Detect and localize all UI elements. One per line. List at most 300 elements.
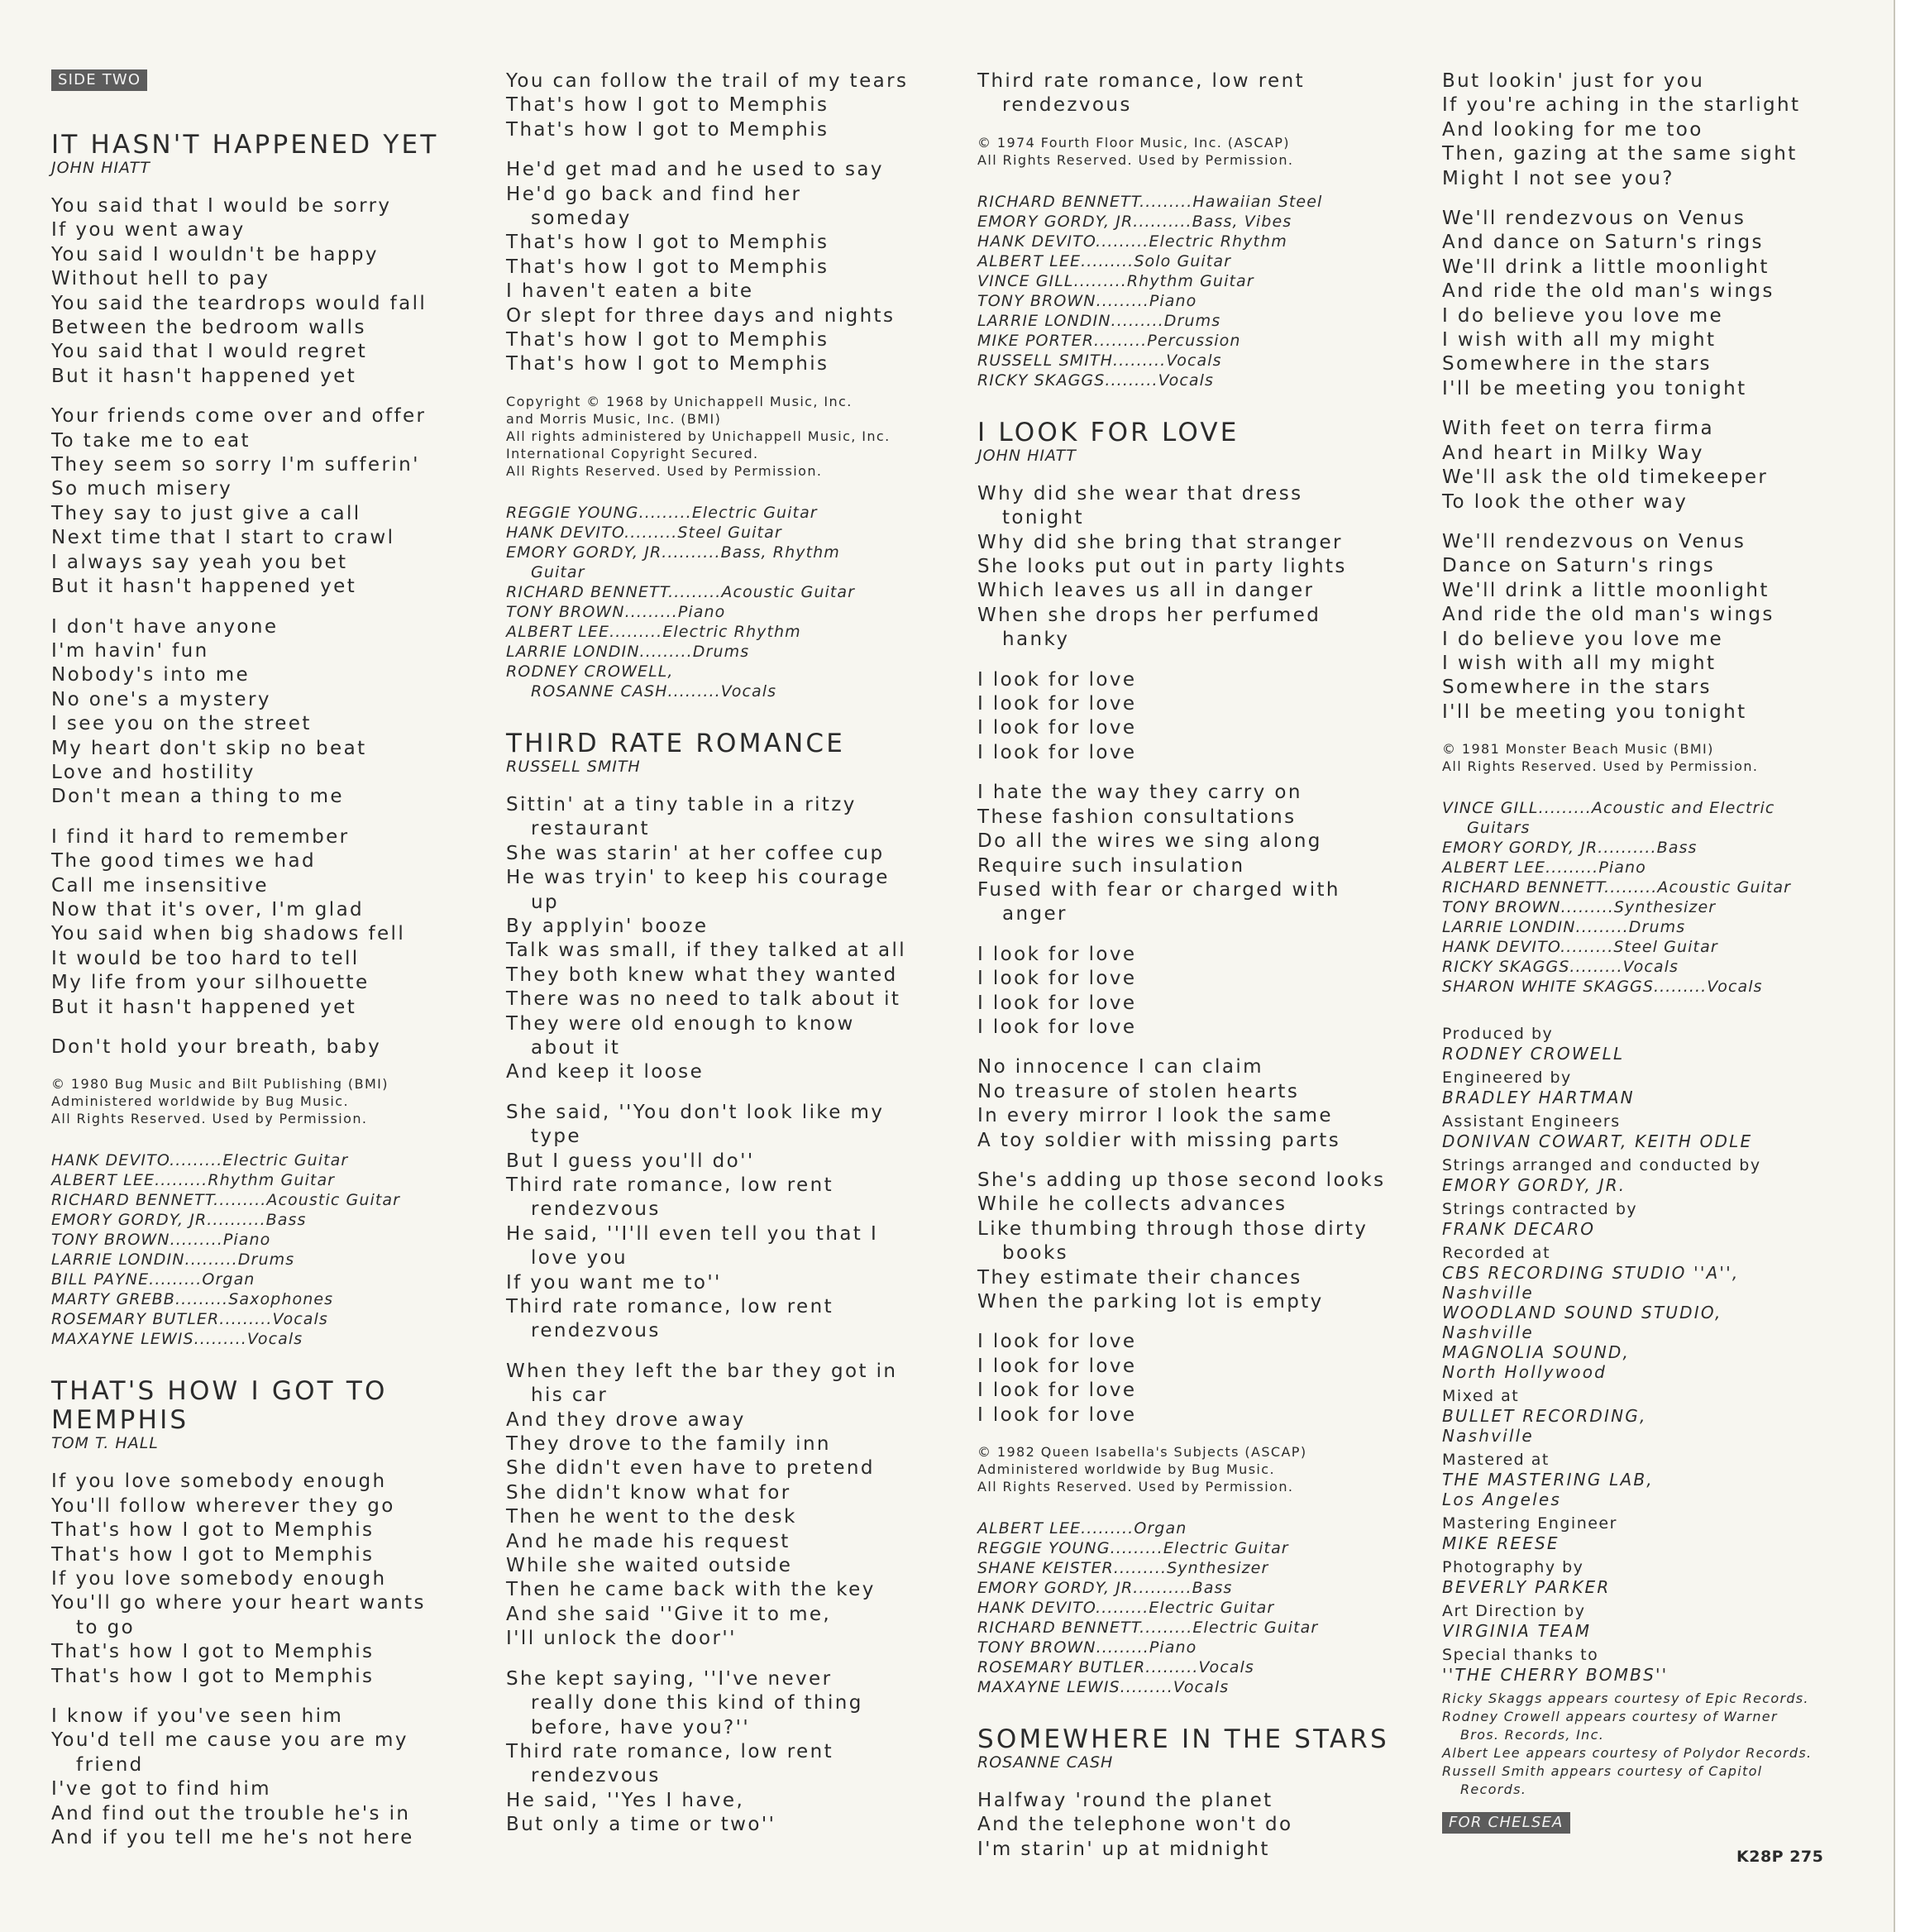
lyric-line: I look for love: [977, 1404, 1137, 1426]
lyric-line: Third rate romance, low rent: [506, 1174, 834, 1196]
side-label: SIDE TWO: [51, 69, 147, 91]
lyric-line: restaurant: [531, 818, 650, 840]
lyric-line: I look for love: [977, 693, 1137, 715]
lyric-line: She didn't know what for: [506, 1481, 791, 1504]
musician-credits: [506, 503, 953, 701]
credit-line: TONY BROWN.........Synthesizer: [1442, 898, 1717, 917]
lyric-line: And the telephone won't do: [977, 1814, 1293, 1836]
lyric-line: They both knew what they wanted: [506, 964, 898, 986]
lyric-line: When she drops her perfumed: [977, 604, 1321, 626]
lyrics-continued: [506, 69, 953, 377]
lyric-line: I do believe you love me: [1442, 304, 1724, 327]
lyric-line: He said, ''Yes I have,: [506, 1789, 745, 1811]
credit-line: ROSANNE CASH.........Vocals: [531, 681, 777, 701]
lyric-line: I'm starin' up at midnight: [977, 1838, 1270, 1860]
lyric-line: anger: [1002, 903, 1068, 925]
lyric-line: My life from your silhouette: [51, 972, 370, 994]
lyric-line: I look for love: [977, 1016, 1137, 1038]
strings-contractor: FRANK DECARO: [1442, 1219, 1596, 1240]
recording-studio: MAGNOLIA SOUND,: [1442, 1342, 1631, 1363]
lyric-line: I look for love: [977, 717, 1137, 739]
copyright-notice: [51, 1075, 481, 1127]
lyric-line: I haven't eaten a bite: [506, 280, 754, 303]
stanza: [977, 1169, 1424, 1314]
lyric-line: In every mirror I look the same: [977, 1105, 1333, 1127]
credit-line: ROSEMARY BUTLER.........Vocals: [977, 1658, 1254, 1677]
song-title: SOMEWHERE IN THE STARS: [977, 1724, 1389, 1755]
lyric-line: I see you on the street: [51, 713, 312, 735]
lyric-line: Love and hostility: [51, 761, 256, 783]
column-4: [1442, 69, 1872, 1834]
stanza: [977, 69, 1424, 118]
mastering-studio: THE MASTERING LAB,: [1442, 1470, 1654, 1490]
lyric-line: You said that I would regret: [51, 341, 368, 363]
credit-line: MAXAYNE LEWIS.........Vocals: [51, 1330, 303, 1349]
dedication: FOR CHELSEA: [1442, 1812, 1570, 1834]
lyric-line: And keep it loose: [506, 1061, 705, 1083]
lyric-line: She's adding up those second looks: [977, 1169, 1386, 1191]
lyric-line: That's how I got to Memphis: [506, 232, 829, 254]
credit-line: EMORY GORDY, JR..........Bass: [51, 1211, 307, 1230]
credit-line: REGGIE YOUNG.........Electric Guitar: [977, 1539, 1289, 1558]
credit-line: EMORY GORDY, JR..........Bass, Vibes: [977, 212, 1292, 231]
credit-line: LARRIE LONDIN.........Drums: [506, 642, 750, 661]
credit-line: TONY BROWN.........Piano: [506, 602, 726, 621]
art-direction-label: Art Direction by: [1442, 1602, 1586, 1621]
credit-line: MAXAYNE LEWIS.........Vocals: [977, 1678, 1230, 1697]
lyric-line: The good times we had: [51, 850, 316, 873]
photography-label: Photography by: [1442, 1558, 1584, 1577]
lyric-line: That's how I got to Memphis: [51, 1519, 375, 1542]
mixed-label: Mixed at: [1442, 1387, 1520, 1406]
lyric-line: That's how I got to Memphis: [506, 118, 829, 141]
photographer: BEVERLY PARKER: [1442, 1577, 1611, 1598]
lyric-line: I look for love: [977, 968, 1137, 990]
credit-line: Guitars: [1467, 819, 1531, 838]
credit-line: SHARON WHITE SKAGGS.........Vocals: [1442, 978, 1763, 997]
lyric-line: Sittin' at a tiny table in a ritzy: [506, 793, 857, 815]
lyric-line: But it hasn't happened yet: [51, 996, 357, 1018]
courtesy-note: Ricky Skaggs appears courtesy of Epic Records.: [1442, 1690, 1809, 1707]
lyric-line: I'll unlock the door'': [506, 1628, 737, 1650]
copyright-notice: [506, 393, 953, 480]
credit-line: EMORY GORDY, JR..........Bass: [1442, 839, 1698, 858]
lyric-line: Nobody's into me: [51, 664, 251, 686]
stanza: [506, 158, 953, 377]
credit-line: TONY BROWN.........Piano: [977, 1638, 1197, 1657]
lyric-line: No treasure of stolen hearts: [977, 1080, 1300, 1102]
lyric-line: She didn't even have to pretend: [506, 1457, 875, 1480]
credit-line: HANK DEVITO.........Electric Guitar: [51, 1151, 349, 1170]
thanks: ''THE CHERRY BOMBS'': [1442, 1665, 1669, 1686]
copyright-line: Administered worldwide by Bug Music.: [51, 1093, 349, 1110]
art-director: VIRGINIA TEAM: [1442, 1621, 1592, 1642]
credit-line: RICKY SKAGGS.........Vocals: [977, 371, 1215, 390]
stanza: [506, 793, 953, 1085]
copyright-line: © 1974 Fourth Floor Music, Inc. (ASCAP): [977, 134, 1290, 151]
stanza: [1442, 69, 1872, 191]
column-3: [977, 69, 1424, 1877]
lyric-line: Talk was small, if they talked at all: [506, 940, 907, 962]
lyric-line: Third rate romance, low rent: [506, 1740, 834, 1762]
strings-arranger: EMORY GORDY, JR.: [1442, 1175, 1626, 1196]
lyric-line: someday: [531, 208, 632, 230]
lyric-line: Then he went to the desk: [506, 1506, 797, 1528]
mastered-label: Mastered at: [1442, 1451, 1550, 1470]
lyric-line: When the parking lot is empty: [977, 1291, 1324, 1313]
credit-line: MIKE PORTER.........Percussion: [977, 331, 1241, 350]
lyric-line: I don't have anyone: [51, 615, 279, 638]
stanza: [1442, 207, 1872, 401]
credit-line: ROSEMARY BUTLER.........Vocals: [51, 1310, 328, 1329]
lyric-line: Call me insensitive: [51, 874, 269, 897]
lyric-line: We'll rendezvous on Venus: [1442, 530, 1746, 552]
credit-line: ALBERT LEE.........Organ: [977, 1519, 1187, 1538]
lyric-line: While he collects advances: [977, 1193, 1287, 1216]
lyric-line: But I guess you'll do'': [506, 1150, 755, 1172]
lyric-line: They say to just give a call: [51, 502, 361, 524]
songwriter: ROSANNE CASH: [977, 1753, 1114, 1772]
lyric-line: Halfway 'round the planet: [977, 1790, 1273, 1812]
lyric-line: I wish with all my might: [1442, 329, 1717, 351]
credit-line: LARRIE LONDIN.........Drums: [1442, 918, 1686, 937]
engineered-label: Engineered by: [1442, 1069, 1572, 1088]
lyric-line: before, have you?'': [531, 1716, 751, 1738]
lyric-line: That's how I got to Memphis: [506, 94, 829, 117]
lyric-line: You said the teardrops would fall: [51, 292, 428, 314]
credit-line: RICHARD BENNETT.........Acoustic Guitar: [51, 1191, 401, 1210]
song-title: THIRD RATE ROMANCE: [506, 728, 846, 758]
songwriter: JOHN HIATT: [51, 159, 150, 177]
lyric-line: about it: [531, 1036, 621, 1059]
mastering-city: Los Angeles: [1442, 1490, 1561, 1510]
credit-line: SHANE KEISTER.........Synthesizer: [977, 1559, 1269, 1578]
lyric-line: rendezvous: [1002, 94, 1132, 117]
copyright-notice: [1442, 740, 1872, 775]
lyric-line: And ride the old man's wings: [1442, 280, 1775, 303]
recording-city: Nashville: [1442, 1283, 1534, 1303]
lyric-line: Without hell to pay: [51, 268, 270, 290]
credit-line: RICHARD BENNETT.........Acoustic Guitar: [1442, 878, 1792, 897]
credit-line: ALBERT LEE.........Electric Rhythm: [506, 622, 801, 641]
lyric-line: I'm havin' fun: [51, 639, 209, 662]
lyric-line: Now that it's over, I'm glad: [51, 898, 365, 921]
lyric-line: hanky: [1002, 629, 1070, 651]
song-title: THAT'S HOW I GOT TO: [51, 1376, 388, 1407]
lyric-line: They drove to the family inn: [506, 1433, 831, 1456]
musician-credits: [1442, 798, 1872, 997]
credit-line: ALBERT LEE.........Rhythm Guitar: [51, 1171, 336, 1190]
lyric-line: She said, ''You don't look like my: [506, 1101, 885, 1123]
lyric-line: But only a time or two'': [506, 1814, 776, 1836]
lyric-line: If you want me to'': [506, 1271, 722, 1294]
lyric-line: A toy soldier with missing parts: [977, 1129, 1341, 1151]
lyric-line: Your friends come over and offer: [51, 405, 427, 428]
credit-line: ALBERT LEE.........Piano: [1442, 858, 1646, 878]
lyric-line: He'd go back and find her: [506, 183, 802, 205]
lyric-line: Might I not see you?: [1442, 167, 1674, 189]
lyrics: [977, 482, 1424, 1427]
copyright-notice: [977, 1443, 1424, 1495]
lyric-line: But lookin' just for you: [1442, 70, 1705, 92]
lyrics-continued: [977, 69, 1424, 118]
lyric-line: That's how I got to Memphis: [506, 353, 829, 375]
stanza: [506, 1101, 953, 1344]
lyric-line: No innocence I can claim: [977, 1056, 1263, 1078]
lyric-line: Then he came back with the key: [506, 1579, 876, 1601]
lyric-line: We'll rendezvous on Venus: [1442, 208, 1746, 230]
sheet-edge: [1894, 0, 1925, 1932]
credit-line: MARTY GREBB.........Saxophones: [51, 1290, 334, 1309]
lyric-line: Require such insulation: [977, 854, 1245, 877]
lyric-line: I'll be meeting you tonight: [1442, 377, 1747, 399]
stanza: [977, 781, 1424, 926]
credit-line: TONY BROWN.........Piano: [977, 291, 1197, 310]
recording-studio: WOODLAND SOUND STUDIO,: [1442, 1303, 1722, 1323]
credit-line: EMORY GORDY, JR..........Bass: [977, 1579, 1233, 1598]
lyric-line: You'd tell me cause you are my: [51, 1729, 408, 1752]
recording-city: Nashville: [1442, 1322, 1534, 1343]
copyright-line: All Rights Reserved. Used by Permission.: [51, 1111, 368, 1127]
stanza: [506, 1667, 953, 1838]
engineer: BRADLEY HARTMAN: [1442, 1088, 1635, 1108]
strings-label: Strings arranged and conducted by: [1442, 1156, 1761, 1175]
copyright-line: and Morris Music, Inc. (BMI): [506, 410, 722, 427]
lyric-line: And dance on Saturn's rings: [1442, 232, 1764, 254]
copyright-line: All Rights Reserved. Used by Permission.: [977, 1479, 1294, 1495]
lyric-line: Third rate romance, low rent: [506, 1296, 834, 1317]
lyric-line: Between the bedroom walls: [51, 317, 366, 339]
lyric-line: Fused with fear or charged with: [977, 878, 1340, 901]
lyrics: [977, 1789, 1424, 1862]
lyric-line: I look for love: [977, 992, 1137, 1014]
lyric-line: That's how I got to Memphis: [506, 256, 829, 278]
courtesy-note: Rodney Crowell appears courtesy of Warner: [1442, 1709, 1778, 1725]
lyric-line: That's how I got to Memphis: [51, 1543, 375, 1566]
lyric-line: type: [531, 1126, 581, 1148]
recording-city: North Hollywood: [1442, 1362, 1607, 1383]
thanks-label: Special thanks to: [1442, 1646, 1599, 1665]
songwriter: RUSSELL SMITH: [506, 757, 641, 776]
stanza: [977, 1789, 1424, 1862]
lyric-line: I find it hard to remember: [51, 825, 350, 848]
lyric-line: Like thumbing through those dirty: [977, 1217, 1369, 1240]
stanza: [977, 482, 1424, 653]
stanza: [977, 1055, 1424, 1153]
lyric-line: tonight: [1002, 507, 1085, 529]
lyric-line: You can follow the trail of my tears: [506, 70, 909, 92]
lyric-line: I always say yeah you bet: [51, 551, 348, 573]
musician-credits: [977, 192, 1424, 390]
musician-credits: [51, 1150, 481, 1349]
lyrics: [51, 194, 481, 1059]
lyric-line: to go: [76, 1616, 136, 1638]
stanza: [977, 943, 1424, 1040]
column-2: [506, 69, 953, 1853]
stanza: [51, 1035, 481, 1059]
lyric-line: To look the other way: [1442, 490, 1689, 513]
lyric-line: Why did she wear that dress: [977, 482, 1303, 505]
stanza: [51, 1705, 481, 1850]
credit-line: HANK DEVITO.........Steel Guitar: [506, 523, 782, 542]
lyric-line: He said, ''I'll even tell you that I: [506, 1222, 879, 1245]
produced-label: Produced by: [1442, 1025, 1554, 1044]
lyric-line: I look for love: [977, 668, 1137, 691]
lyric-line: love you: [531, 1247, 628, 1270]
courtesy-note: Russell Smith appears courtesy of Capitol: [1442, 1763, 1763, 1780]
lyric-line: And looking for me too: [1442, 118, 1703, 141]
credit-line: VINCE GILL.........Rhythm Guitar: [977, 271, 1254, 290]
lyric-line: his car: [531, 1384, 609, 1407]
lyric-line: She was starin' at her coffee cup: [506, 842, 885, 864]
lyric-line: Third rate romance, low rent: [977, 70, 1306, 92]
credit-line: EMORY GORDY, JR..........Bass, Rhythm: [506, 543, 840, 562]
stanza: [1442, 417, 1872, 514]
lyric-line: They seem so sorry I'm sufferin': [51, 454, 420, 476]
stanza: [51, 825, 481, 1020]
credit-line: LARRIE LONDIN.........Drums: [977, 311, 1221, 330]
lyric-line: I look for love: [977, 1355, 1137, 1377]
lyric-line: books: [1002, 1242, 1069, 1265]
lyric-line: While she waited outside: [506, 1555, 793, 1577]
lyric-line: I do believe you love me: [1442, 628, 1724, 650]
lyric-line: When they left the bar they got in: [506, 1360, 898, 1382]
lyric-line: To take me to eat: [51, 429, 251, 452]
lyric-line: Don't mean a thing to me: [51, 786, 344, 808]
copyright-line: Copyright © 1968 by Unichappell Music, Inc.: [506, 393, 853, 409]
copyright-line: © 1982 Queen Isabella's Subjects (ASCAP): [977, 1444, 1307, 1461]
lyric-line: Somewhere in the stars: [1442, 353, 1712, 375]
courtesy-note: Records.: [1460, 1781, 1527, 1798]
lyric-line: Don't hold your breath, baby: [51, 1036, 382, 1058]
stanza: [977, 668, 1424, 766]
stanza: [51, 1470, 481, 1689]
stanza: [1442, 530, 1872, 724]
lyric-line: They were old enough to know: [506, 1012, 855, 1035]
lyric-line: If you're aching in the starlight: [1442, 94, 1801, 117]
copyright-line: All Rights Reserved. Used by Permission.: [506, 462, 823, 479]
lyric-line: She kept saying, ''I've never: [506, 1667, 833, 1690]
lyric-line: Somewhere in the stars: [1442, 677, 1712, 699]
lyric-line: Dance on Saturn's rings: [1442, 555, 1716, 577]
lyric-line: We'll drink a little moonlight: [1442, 256, 1770, 278]
lyric-line: I've got to find him: [51, 1778, 271, 1800]
lyric-line: rendezvous: [531, 1320, 661, 1342]
lyric-line: We'll drink a little moonlight: [1442, 579, 1770, 601]
lyric-line: I look for love: [977, 943, 1137, 965]
lyric-line: And she said ''Give it to me,: [506, 1603, 832, 1625]
lyric-line: That's how I got to Memphis: [51, 1665, 375, 1687]
production-credits: [1442, 1025, 1872, 1834]
mixing-studio: BULLET RECORDING,: [1442, 1406, 1647, 1427]
label-courtesy-notes: [1442, 1690, 1872, 1799]
copyright-line: All rights administered by Unichappell Music, Inc.: [506, 428, 891, 444]
lyric-line: I look for love: [977, 1380, 1137, 1402]
lyric-line: I look for love: [977, 741, 1137, 763]
lyric-line: They estimate their chances: [977, 1266, 1302, 1289]
lyric-line: You said I wouldn't be happy: [51, 243, 379, 265]
copyright-line: International Copyright Secured.: [506, 445, 759, 461]
lyric-line: rendezvous: [531, 1198, 661, 1221]
stanza: [51, 194, 481, 389]
lyric-line: He'd get mad and he used to say: [506, 159, 884, 181]
musician-credits: [977, 1518, 1424, 1697]
stanza: [51, 615, 481, 810]
assistant-label: Assistant Engineers: [1442, 1112, 1621, 1131]
catalog-number: K28P 275: [1736, 1848, 1824, 1866]
lyric-line: You'll go where your heart wants: [51, 1592, 426, 1614]
lyric-line: I look for love: [977, 1331, 1137, 1353]
lyrics-continued: [1442, 69, 1872, 724]
lyric-line: really done this kind of thing: [531, 1692, 863, 1714]
credit-line: RUSSELL SMITH.........Vocals: [977, 351, 1222, 370]
lyrics: [506, 793, 953, 1838]
credit-line: TONY BROWN.........Piano: [51, 1231, 271, 1250]
lyric-line: If you love somebody enough: [51, 1471, 387, 1493]
stanza: [977, 1330, 1424, 1427]
lyric-line: But it hasn't happened yet: [51, 576, 357, 598]
credit-line: HANK DEVITO.........Electric Guitar: [977, 1599, 1275, 1618]
mixing-city: Nashville: [1442, 1426, 1534, 1447]
lyric-line: Next time that I start to crawl: [51, 527, 395, 549]
credit-line: BILL PAYNE.........Organ: [51, 1270, 256, 1289]
credit-line: RODNEY CROWELL,: [506, 662, 674, 681]
stanza: [51, 404, 481, 599]
credit-line: Guitar: [531, 562, 585, 581]
lyric-line: And he made his request: [506, 1530, 791, 1552]
lyric-line: There was no need to talk about it: [506, 988, 901, 1011]
lyric-line: We'll ask the old timekeeper: [1442, 466, 1769, 489]
credit-line: HANK DEVITO.........Steel Guitar: [1442, 938, 1718, 957]
credit-line: ALBERT LEE.........Solo Guitar: [977, 251, 1231, 270]
songwriter: JOHN HIATT: [977, 446, 1077, 465]
lyric-line: I wish with all my might: [1442, 652, 1717, 674]
lyric-line: My heart don't skip no beat: [51, 737, 367, 759]
recorded-label: Recorded at: [1442, 1244, 1551, 1263]
courtesy-note: Bros. Records, Inc.: [1460, 1727, 1605, 1743]
song-title: IT HASN'T HAPPENED YET: [51, 130, 439, 160]
recording-studio: CBS RECORDING STUDIO ''A'',: [1442, 1263, 1740, 1284]
lyric-line: Which leaves us all in danger: [977, 580, 1315, 602]
lyric-line: Or slept for three days and nights: [506, 304, 896, 327]
lyric-line: That's how I got to Memphis: [51, 1641, 375, 1663]
credit-line: REGGIE YOUNG.........Electric Guitar: [506, 503, 818, 522]
credit-line: RICHARD BENNETT.........Acoustic Guitar: [506, 582, 856, 601]
lyric-line: But it hasn't happened yet: [51, 365, 357, 387]
lyric-line: And if you tell me he's not here: [51, 1827, 414, 1849]
songwriter: TOM T. HALL: [51, 1434, 159, 1453]
credit-line: HANK DEVITO.........Electric Rhythm: [977, 232, 1287, 251]
lyric-line: These fashion consultations: [977, 806, 1297, 828]
lyric-line: She looks put out in party lights: [977, 556, 1347, 578]
lyric-line: Then, gazing at the same sight: [1442, 143, 1798, 165]
lyric-line: up: [531, 891, 559, 913]
copyright-line: All Rights Reserved. Used by Permission.: [977, 151, 1294, 168]
lyric-line: It would be too hard to tell: [51, 947, 360, 969]
copyright-line: © 1981 Monster Beach Music (BMI): [1442, 741, 1714, 758]
credit-line: VINCE GILL.........Acoustic and Electric: [1442, 799, 1775, 818]
lyric-line: If you love somebody enough: [51, 1568, 387, 1590]
lyric-line: And they drove away: [506, 1408, 746, 1431]
lyric-line: rendezvous: [531, 1765, 661, 1787]
copyright-line: Administered worldwide by Bug Music.: [977, 1461, 1275, 1478]
copyright-line: © 1980 Bug Music and Bilt Publishing (BMI): [51, 1076, 389, 1093]
lyric-line: He was tryin' to keep his courage: [506, 867, 890, 889]
credit-line: RICKY SKAGGS.........Vocals: [1442, 958, 1679, 977]
producer: RODNEY CROWELL: [1442, 1044, 1625, 1064]
credit-line: RICHARD BENNETT.........Electric Guitar: [977, 1619, 1319, 1638]
lyric-line: I hate the way they carry on: [977, 782, 1302, 804]
